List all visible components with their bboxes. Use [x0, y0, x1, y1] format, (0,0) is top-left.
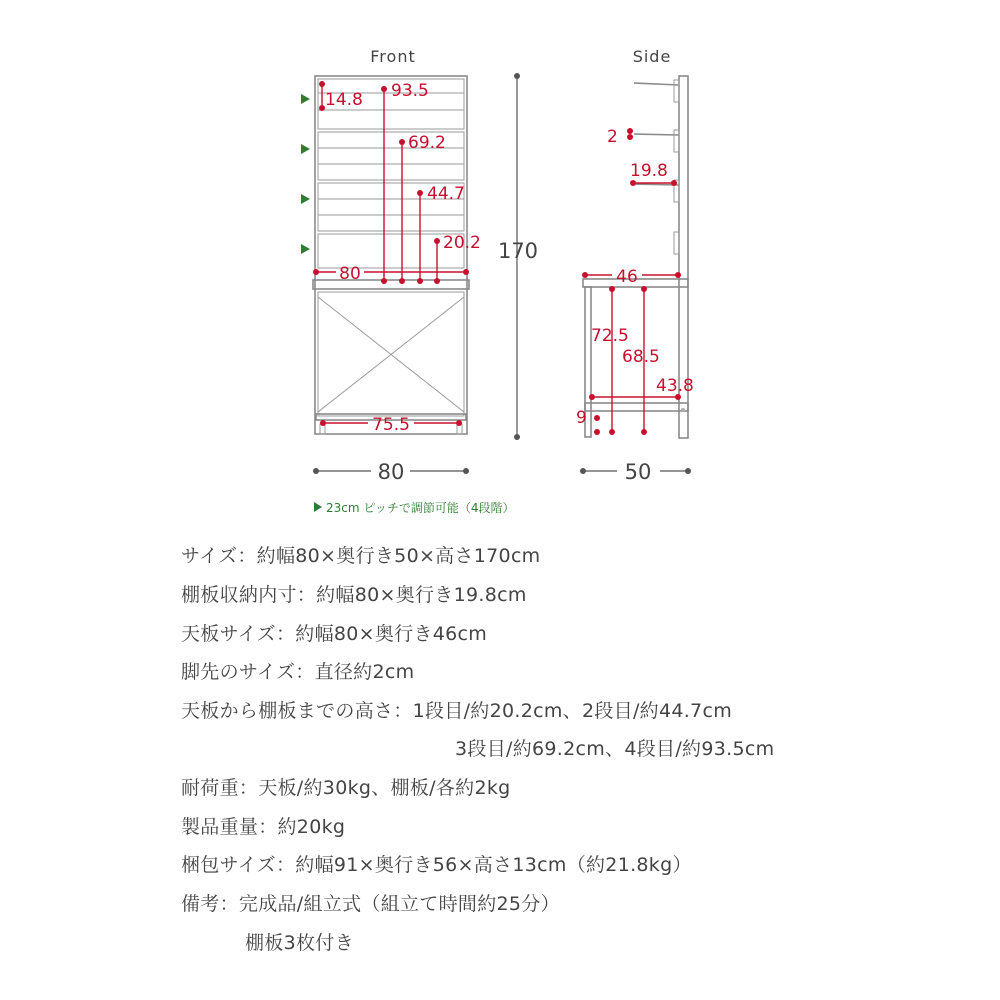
spec-foot-size: 脚先のサイズ：直径約2cm: [181, 661, 415, 683]
dim-leg: 2: [607, 127, 618, 147]
adjust-arrow-1-icon: [301, 94, 310, 104]
spec-size: サイズ：約幅80×奥行き50×高さ170cm: [181, 545, 541, 567]
spec-shelf-heights-cont: 3段目/約69.2cm、4段目/約93.5cm: [455, 738, 775, 760]
note-arrow-icon: [314, 502, 322, 512]
adjust-arrow-4-icon: [301, 244, 310, 254]
dim-top-depth: 46: [616, 267, 638, 287]
dim-shelf-1: 20.2: [443, 233, 481, 253]
front-title: Front: [370, 47, 416, 66]
spec-shelf-heights: 天板から棚板までの高さ：1段目/約20.2cm、2段目/約44.7cm: [181, 700, 732, 722]
dim-overall-depth: 50: [624, 460, 652, 484]
spec-load: 耐荷重：天板/約30kg、棚板/各約2kg: [181, 777, 511, 799]
dim-bottom-width: 75.5: [372, 415, 410, 435]
spec-notes-cont: 棚板3枚付き: [245, 932, 354, 954]
adjust-arrows: [301, 94, 310, 254]
overall-height-dimension: [498, 73, 538, 440]
side-title: Side: [632, 47, 672, 66]
pitch-note: 23cm ピッチで調節可能（4段階）: [326, 501, 515, 515]
dim-shelf-4: 93.5: [391, 81, 429, 101]
dim-overall-width: 80: [377, 460, 405, 484]
overall-depth-dimension: [580, 460, 691, 484]
dim-height-b: 68.5: [622, 347, 660, 367]
dim-shelf-3: 69.2: [408, 133, 446, 153]
adjust-arrow-2-icon: [301, 144, 310, 154]
dim-shelf-depth: 19.8: [630, 161, 668, 181]
spec-weight: 製品重量：約20kg: [181, 816, 346, 838]
overall-width-dimension: [313, 460, 469, 484]
dim-overall-height: 170: [497, 239, 539, 263]
front-view: [313, 76, 469, 434]
adjust-arrow-3-icon: [301, 194, 310, 204]
spec-top-board: 天板サイズ：約幅80×奥行き46cm: [181, 623, 488, 645]
dim-foot: 9: [576, 408, 587, 428]
dim-inner-width: 80: [339, 264, 361, 284]
dim-shelf-2: 44.7: [427, 184, 465, 204]
dim-height-a: 72.5: [591, 326, 629, 346]
front-outer-frame: [315, 76, 467, 434]
spec-package: 梱包サイズ：約幅91×奥行き56×高さ13cm（約21.8kg）: [181, 854, 692, 876]
front-top-board: [313, 280, 469, 289]
spec-notes: 備考：完成品/組立式（組立て時間約25分）: [181, 893, 560, 915]
side-bottom-rail: [585, 403, 688, 411]
front-red-dimensions: [313, 81, 481, 435]
dim-top-shelf: 14.8: [325, 90, 363, 110]
side-red-dimensions: [576, 127, 694, 435]
dim-bottom-depth: 43.8: [656, 376, 694, 396]
spec-shelf-inner: 棚板収納内寸：約幅80×奥行き19.8cm: [181, 584, 527, 606]
